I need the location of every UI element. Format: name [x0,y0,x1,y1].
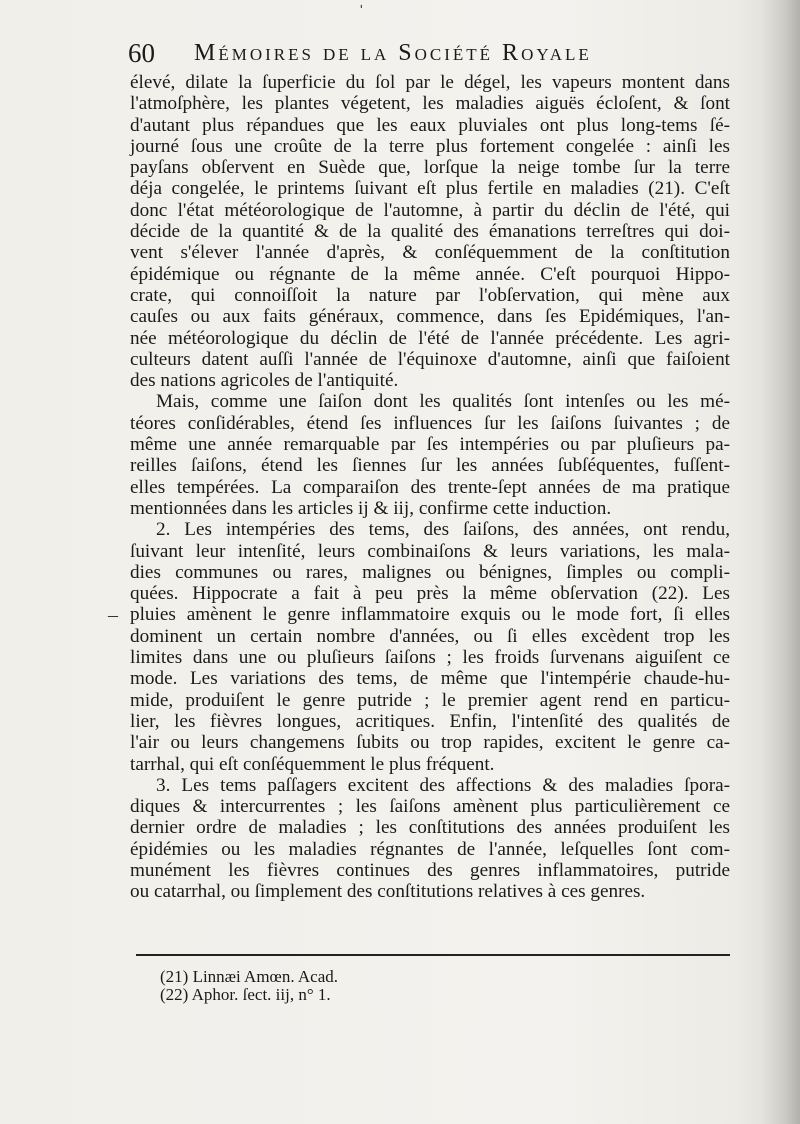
paragraph-start-line: 2. Les intempéries des tems, des ſaiſons, des années, ont rendu, [156,519,730,541]
footnotes [160,968,338,1004]
text-line: l'atmoſphère, les plantes végetent, les maladies aiguës écloſent, & ſont [130,93,730,115]
text-line: culteurs datent auſſi l'année de l'équinoxe d'automne, ainſi que faiſoient [130,348,730,370]
text-line: journé ſous une croûte de la terre plus fortement congelée : ainſi les [130,135,730,157]
text-line: élevé, dilate la ſuperficie du ſol par le dégel, les vapeurs montent dans [130,72,730,93]
text-line: mide, produiſent le genre putride ; le premier agent rend en particu- [130,689,730,711]
text-line: donc l'état météorologique de l'automne, à partir du déclin de l'été, qui [130,199,730,221]
footnote-21: (21) Linnæi Amœn. Acad. [160,967,339,986]
text-line: mentionnées dans les articles ij & iij, confirme cette induction. [130,497,612,519]
running-head [128,34,668,74]
text-line: déja congelée, le printems ſuivant eſt plus fertile en maladies (21). C'eſt [130,178,730,200]
text-line: quées. Hippocrate a fait à peu près la même obſervation (22). Les [130,583,730,605]
page-number: 60 [128,38,155,68]
text-line: lier, les fièvres longues, acritiques. Enfin, l'intenſité des qualités de [130,710,730,732]
text-line: elles tempérées. La comparaiſon des trente-ſept années de ma pratique [130,476,730,498]
text-line: ſuivant leur intenſité, leurs combinaiſons & leurs variations, les mala- [130,540,730,562]
text-line: crate, qui connoiſſoit la nature par l'obſervation, qui mène aux [130,284,730,306]
text-line: épidémique ou régnante de la même année. C'eſt pourquoi Hippo- [130,263,730,285]
paragraph-start-line: 3. Les tems paſſagers excitent des affections & des maladies ſpora- [156,774,730,796]
text-line: dies communes ou rares, malignes ou bénignes, ſimples ou compli- [130,561,730,583]
running-title: Mémoires de la Société Royale [194,40,592,66]
spine-shadow [762,0,800,1124]
text-line: d'autant plus répandues que les eaux pluviales ont plus long-tems ſé- [130,114,730,136]
text-line: mode. Les variations des tems, de même que l'intempérie chaude-hu- [130,668,730,690]
margin-dash-mark: – [108,604,118,626]
text-line: décide de la quantité & de la qualité des émanations terreſtres qui doi- [130,221,730,243]
text-line: des nations agricoles de l'antiquité. [130,370,399,392]
text-line: dernier ordre de maladies ; les conſtitutions des années produiſent les [130,817,730,839]
text-line: l'air ou leurs changemens ſubits ou trop rapides, excitent le genre ca- [130,732,730,754]
text-line: munément les fièvres continues des genres inflammatoires, putride [130,859,730,881]
text-line: limites dans une ou pluſieurs ſaiſons ; les froids ſurvenans aiguiſent ce [130,647,730,669]
text-line: même une année remarquable par ſes intempéries ou par pluſieurs pa- [130,434,730,456]
text-line: payſans obſervent en Suède que, lorſque la neige tombe ſur la terre [130,157,730,179]
paragraph-start-line: Mais, comme une ſaiſon dont les qualités ſont intenſes ou les mé- [156,391,730,413]
text-line: née météorologique du déclin de l'été de l'année précédente. Les agri- [130,327,730,349]
text-line: cauſes ou aux faits généraux, commence, dans ſes Epidémiques, l'an- [130,306,730,328]
body-text [130,72,730,903]
margin-tick-mark: ˈ [358,2,365,24]
text-line: pluies amènent le genre inflammatoire exquis ou le mode fort, ſi elles [130,604,730,626]
footnote-rule [136,954,730,956]
text-line: téores conſidérables, étend ſes influences ſur les ſaiſons ſuivantes ; de [130,412,730,434]
footnote-22: (22) Aphor. ſect. iij, n° 1. [160,985,331,1004]
text-line: diques & intercurrentes ; les ſaiſons amènent plus particulièrement ce [130,796,730,818]
text-line: vent s'élever l'année d'après, & conſéquemment de la conſtitution [130,242,730,264]
text-line: ou catarrhal, ou ſimplement des conſtitutions relatives à ces genres. [130,881,646,903]
text-line: épidémies ou les maladies régnantes de l'année, leſquelles ſont com- [130,838,730,860]
text-line: tarrhal, qui eſt conſéquemment le plus fréquent. [130,753,495,775]
text-line: dominent un certain nombre d'années, ou ſi elles excèdent trop les [130,625,730,647]
text-line: reilles ſaiſons, étend les ſiennes ſur les années ſubſéquentes, fuſſent- [130,455,730,477]
